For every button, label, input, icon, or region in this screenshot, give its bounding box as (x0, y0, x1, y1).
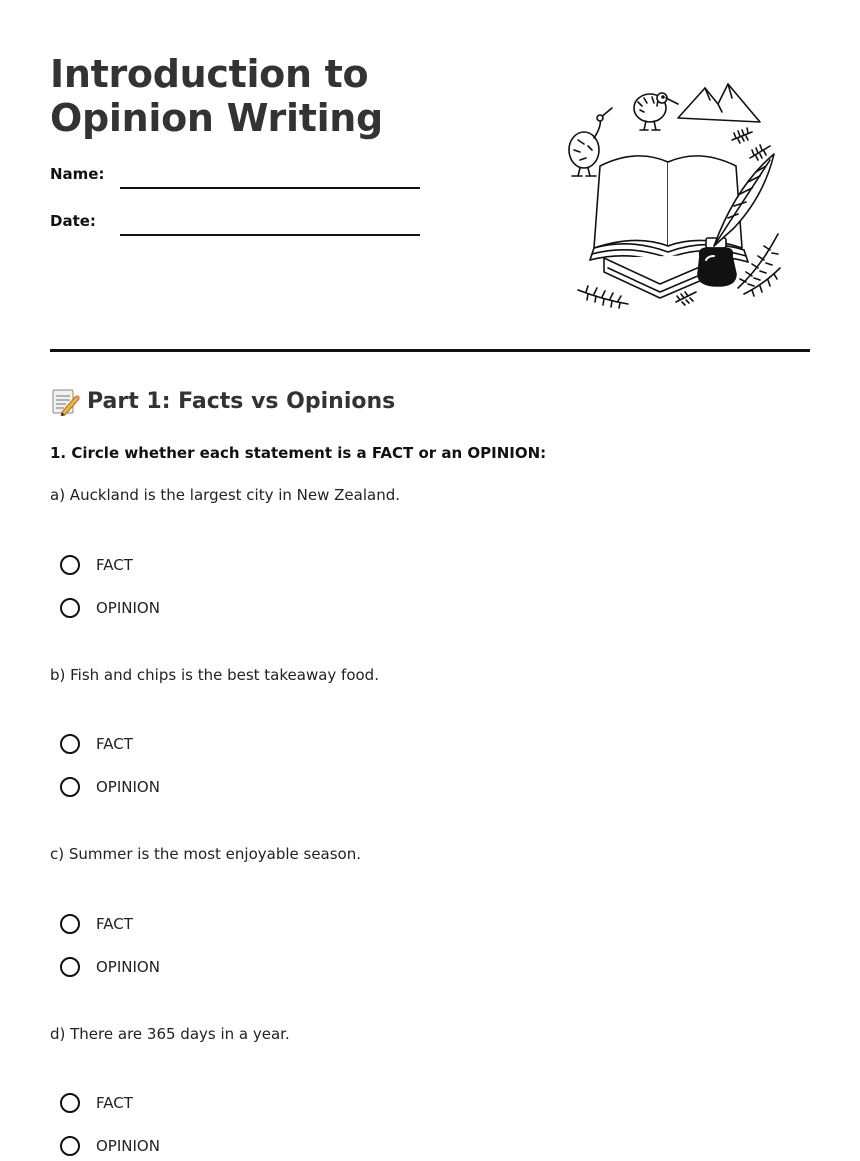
option-a-fact[interactable] (60, 555, 133, 575)
radio-circle-icon[interactable] (60, 914, 80, 934)
option-label: FACT (96, 556, 133, 574)
option-label: FACT (96, 735, 133, 753)
radio-circle-icon[interactable] (60, 1093, 80, 1113)
mountain-icon (678, 84, 760, 122)
date-field[interactable] (120, 234, 420, 236)
radio-circle-icon[interactable] (60, 777, 80, 797)
radio-circle-icon[interactable] (60, 1136, 80, 1156)
statement-c: c) Summer is the most enjoyable season. (50, 845, 362, 863)
option-b-opinion[interactable] (60, 777, 160, 797)
option-b-fact[interactable] (60, 734, 133, 754)
radio-circle-icon[interactable] (60, 957, 80, 977)
radio-circle-icon[interactable] (60, 734, 80, 754)
statement-b: b) Fish and chips is the best takeaway food. (50, 666, 379, 684)
option-label: OPINION (96, 599, 160, 617)
option-d-opinion[interactable] (60, 1136, 160, 1156)
option-label: OPINION (96, 778, 160, 796)
fern-leaf-icon (732, 128, 770, 160)
name-field[interactable] (120, 187, 420, 189)
question-instruction: 1. Circle whether each statement is a FACT or an OPINION: (50, 444, 547, 462)
page-title: Introduction to Opinion Writing (50, 52, 383, 140)
statement-d: d) There are 365 days in a year. (50, 1025, 290, 1043)
memo-pencil-icon (50, 386, 80, 416)
option-c-fact[interactable] (60, 914, 133, 934)
option-label: FACT (96, 1094, 133, 1112)
part1-heading-text: Part 1: Facts vs Opinions (87, 388, 396, 414)
name-label: Name: (50, 165, 105, 183)
option-label: FACT (96, 915, 133, 933)
section-divider (50, 349, 810, 352)
date-label: Date: (50, 212, 96, 230)
kiwi-bird-icon (634, 93, 678, 130)
book-quill-illustration (560, 78, 790, 318)
radio-circle-icon[interactable] (60, 598, 80, 618)
option-label: OPINION (96, 958, 160, 976)
option-c-opinion[interactable] (60, 957, 160, 977)
part1-heading (50, 386, 395, 416)
option-a-opinion[interactable] (60, 598, 160, 618)
radio-circle-icon[interactable] (60, 555, 80, 575)
option-d-fact[interactable] (60, 1093, 133, 1113)
statement-a: a) Auckland is the largest city in New Zealand. (50, 486, 401, 504)
option-label: OPINION (96, 1137, 160, 1155)
